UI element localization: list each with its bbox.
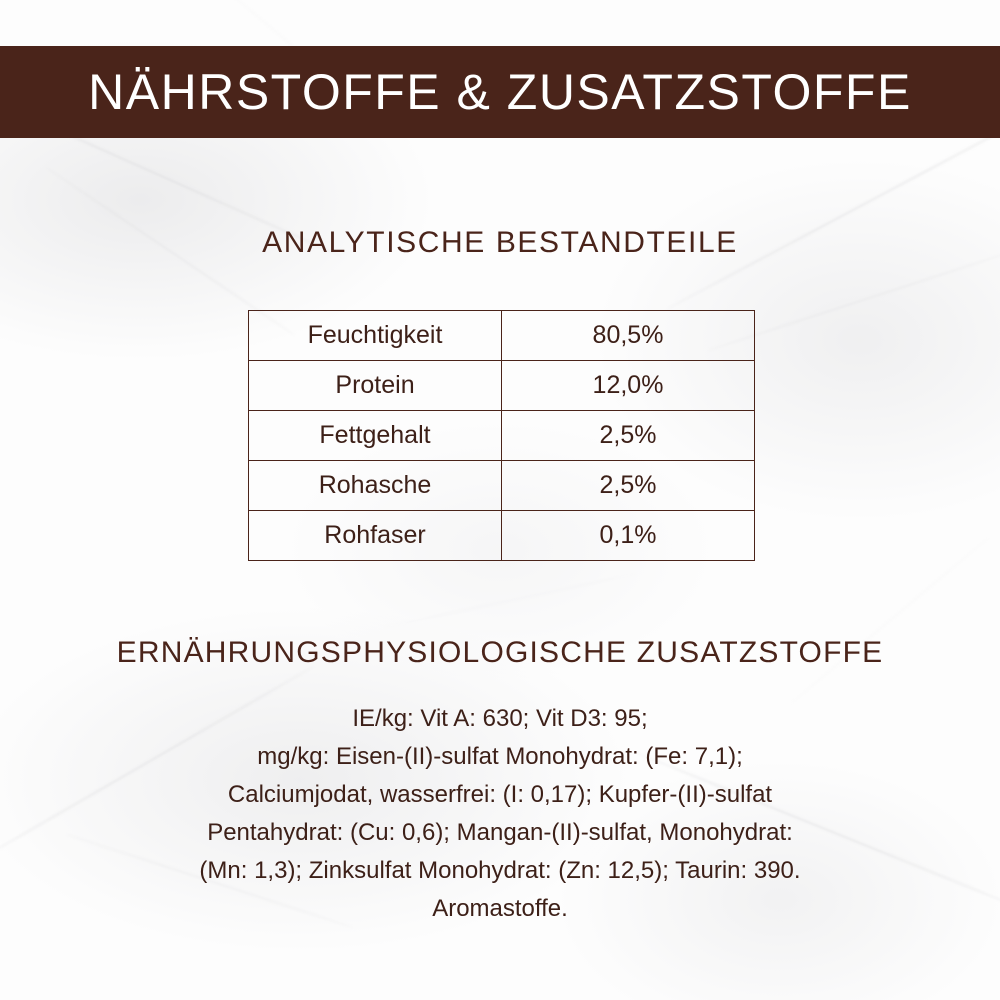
additives-line: Calciumjodat, wasserfrei: (I: 0,17); Kupfer-(II)-sulfat: [227, 781, 773, 808]
nutritional-additives-text: [60, 700, 940, 928]
additives-line: (Mn: 1,3); Zinksulfat Monohydrat: (Zn: 12,5); Taurin: 390.: [199, 857, 801, 884]
table-cell-label: Feuchtigkeit: [249, 311, 502, 361]
additives-line: Pentahydrat: (Cu: 0,6); Mangan-(II)-sulfat, Monohydrat:: [207, 819, 793, 846]
table-cell-label: Rohasche: [249, 461, 502, 511]
header-banner: [0, 46, 1000, 138]
nutritional-additives-heading: ERNÄHRUNGSPHYSIOLOGISCHE ZUSATZSTOFFE: [116, 636, 884, 669]
table-cell-label: Fettgehalt: [249, 411, 502, 461]
table-row: [249, 411, 755, 461]
marble-vein: [383, 573, 638, 628]
analytical-components-table: [248, 310, 755, 561]
additives-line: Aromastoffe.: [432, 895, 568, 922]
analytical-components-heading: ANALYTISCHE BESTANDTEILE: [262, 226, 738, 259]
table-row: [249, 361, 755, 411]
table-cell-value: 2,5%: [502, 411, 755, 461]
table-cell-label: Rohfaser: [249, 511, 502, 561]
table-cell-value: 2,5%: [502, 461, 755, 511]
table-cell-value: 0,1%: [502, 511, 755, 561]
page-title: NÄHRSTOFFE & ZUSATZSTOFFE: [88, 64, 912, 120]
table-cell-value: 12,0%: [502, 361, 755, 411]
table-cell-value: 80,5%: [502, 311, 755, 361]
table-row: [249, 511, 755, 561]
table-row: [249, 461, 755, 511]
additives-line: mg/kg: Eisen-(II)-sulfat Monohydrat: (Fe: 7,1);: [257, 743, 743, 770]
marble-vein: [790, 537, 990, 705]
table-cell-label: Protein: [249, 361, 502, 411]
additives-line: IE/kg: Vit A: 630; Vit D3: 95;: [352, 705, 648, 732]
table-row: [249, 311, 755, 361]
